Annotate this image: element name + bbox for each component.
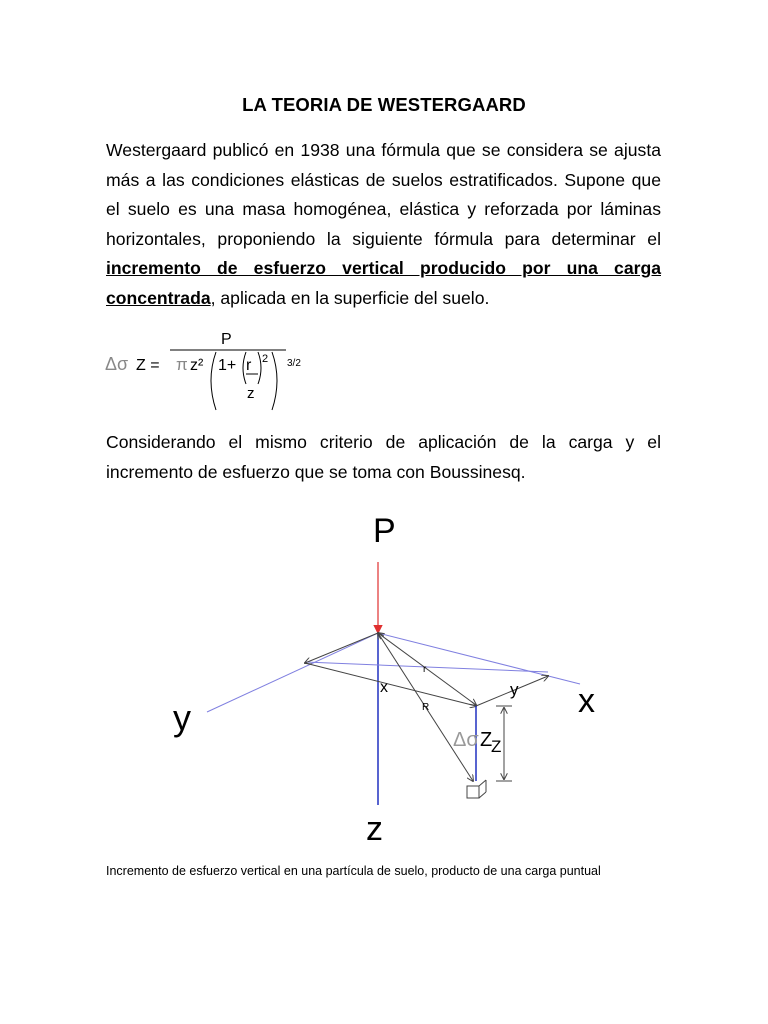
load-diagram — [0, 500, 768, 860]
formula-numerator: P — [221, 331, 232, 348]
intro-paragraph — [106, 136, 661, 314]
r-radius-line — [378, 633, 476, 705]
x-dimension-label: x — [380, 679, 388, 696]
R-label: R — [422, 702, 430, 713]
x-axis-line — [378, 633, 580, 684]
inner-paren-right — [258, 352, 261, 384]
r-variable: r — [246, 357, 252, 374]
formula-lhs-z: Z = — [136, 357, 160, 374]
y-dimension-label: y — [510, 680, 519, 699]
y-axis-label: y — [173, 697, 191, 738]
westergaard-formula — [100, 322, 420, 422]
z-squared: z² — [190, 357, 204, 374]
z-dimension-label: Z — [491, 737, 502, 756]
intro-text: Westergaard publicó en 1938 una fórmula que se considera se ajusta más a las condiciones elásticas de suelos estratificados. Supone que el suelo es una masa homogénea, elástica y reforzada por láminas horizontales, proponiendo la siguiente fórmula para determinar el — [106, 140, 661, 249]
second-paragraph: Considerando el mismo criterio de aplicación de la carga y el incremento de esfuerzo que se toma con Boussinesq. — [106, 432, 661, 482]
particle-edge-1 — [479, 780, 486, 786]
x-dimension-left — [305, 633, 378, 663]
x-axis-label: x — [578, 682, 595, 720]
Z-stress-label: Z — [480, 729, 493, 751]
soil-particle-box — [467, 786, 479, 798]
inner-exponent: 2 — [262, 353, 269, 365]
x-dimension-line — [305, 663, 476, 706]
intro-text-end: , aplicada en la superficie del suelo. — [210, 287, 490, 308]
r-label: r — [423, 664, 427, 675]
outer-exponent: 3/2 — [287, 358, 301, 369]
load-label-P: P — [373, 512, 396, 550]
figure-caption: Incremento de esfuerzo vertical en una partícula de suelo, producto de una carga puntual — [106, 864, 601, 878]
z-variable: z — [247, 385, 255, 402]
outer-paren-left — [211, 352, 216, 410]
one-plus: 1+ — [218, 357, 237, 374]
z-axis-label: z — [366, 810, 383, 848]
outer-paren-right — [272, 352, 277, 410]
pi-symbol: π — [176, 355, 188, 374]
delta-sigma-label: Δσ — [453, 729, 479, 751]
delta-sigma-symbol: Δσ — [105, 354, 129, 374]
y-axis-line — [207, 633, 378, 712]
page-title: LA TEORIA DE WESTERGAARD — [242, 94, 526, 115]
particle-edge-2 — [479, 792, 486, 798]
highlighted-phrase: incremento de esfuerzo vertical producido por una carga concentrada — [106, 258, 661, 308]
